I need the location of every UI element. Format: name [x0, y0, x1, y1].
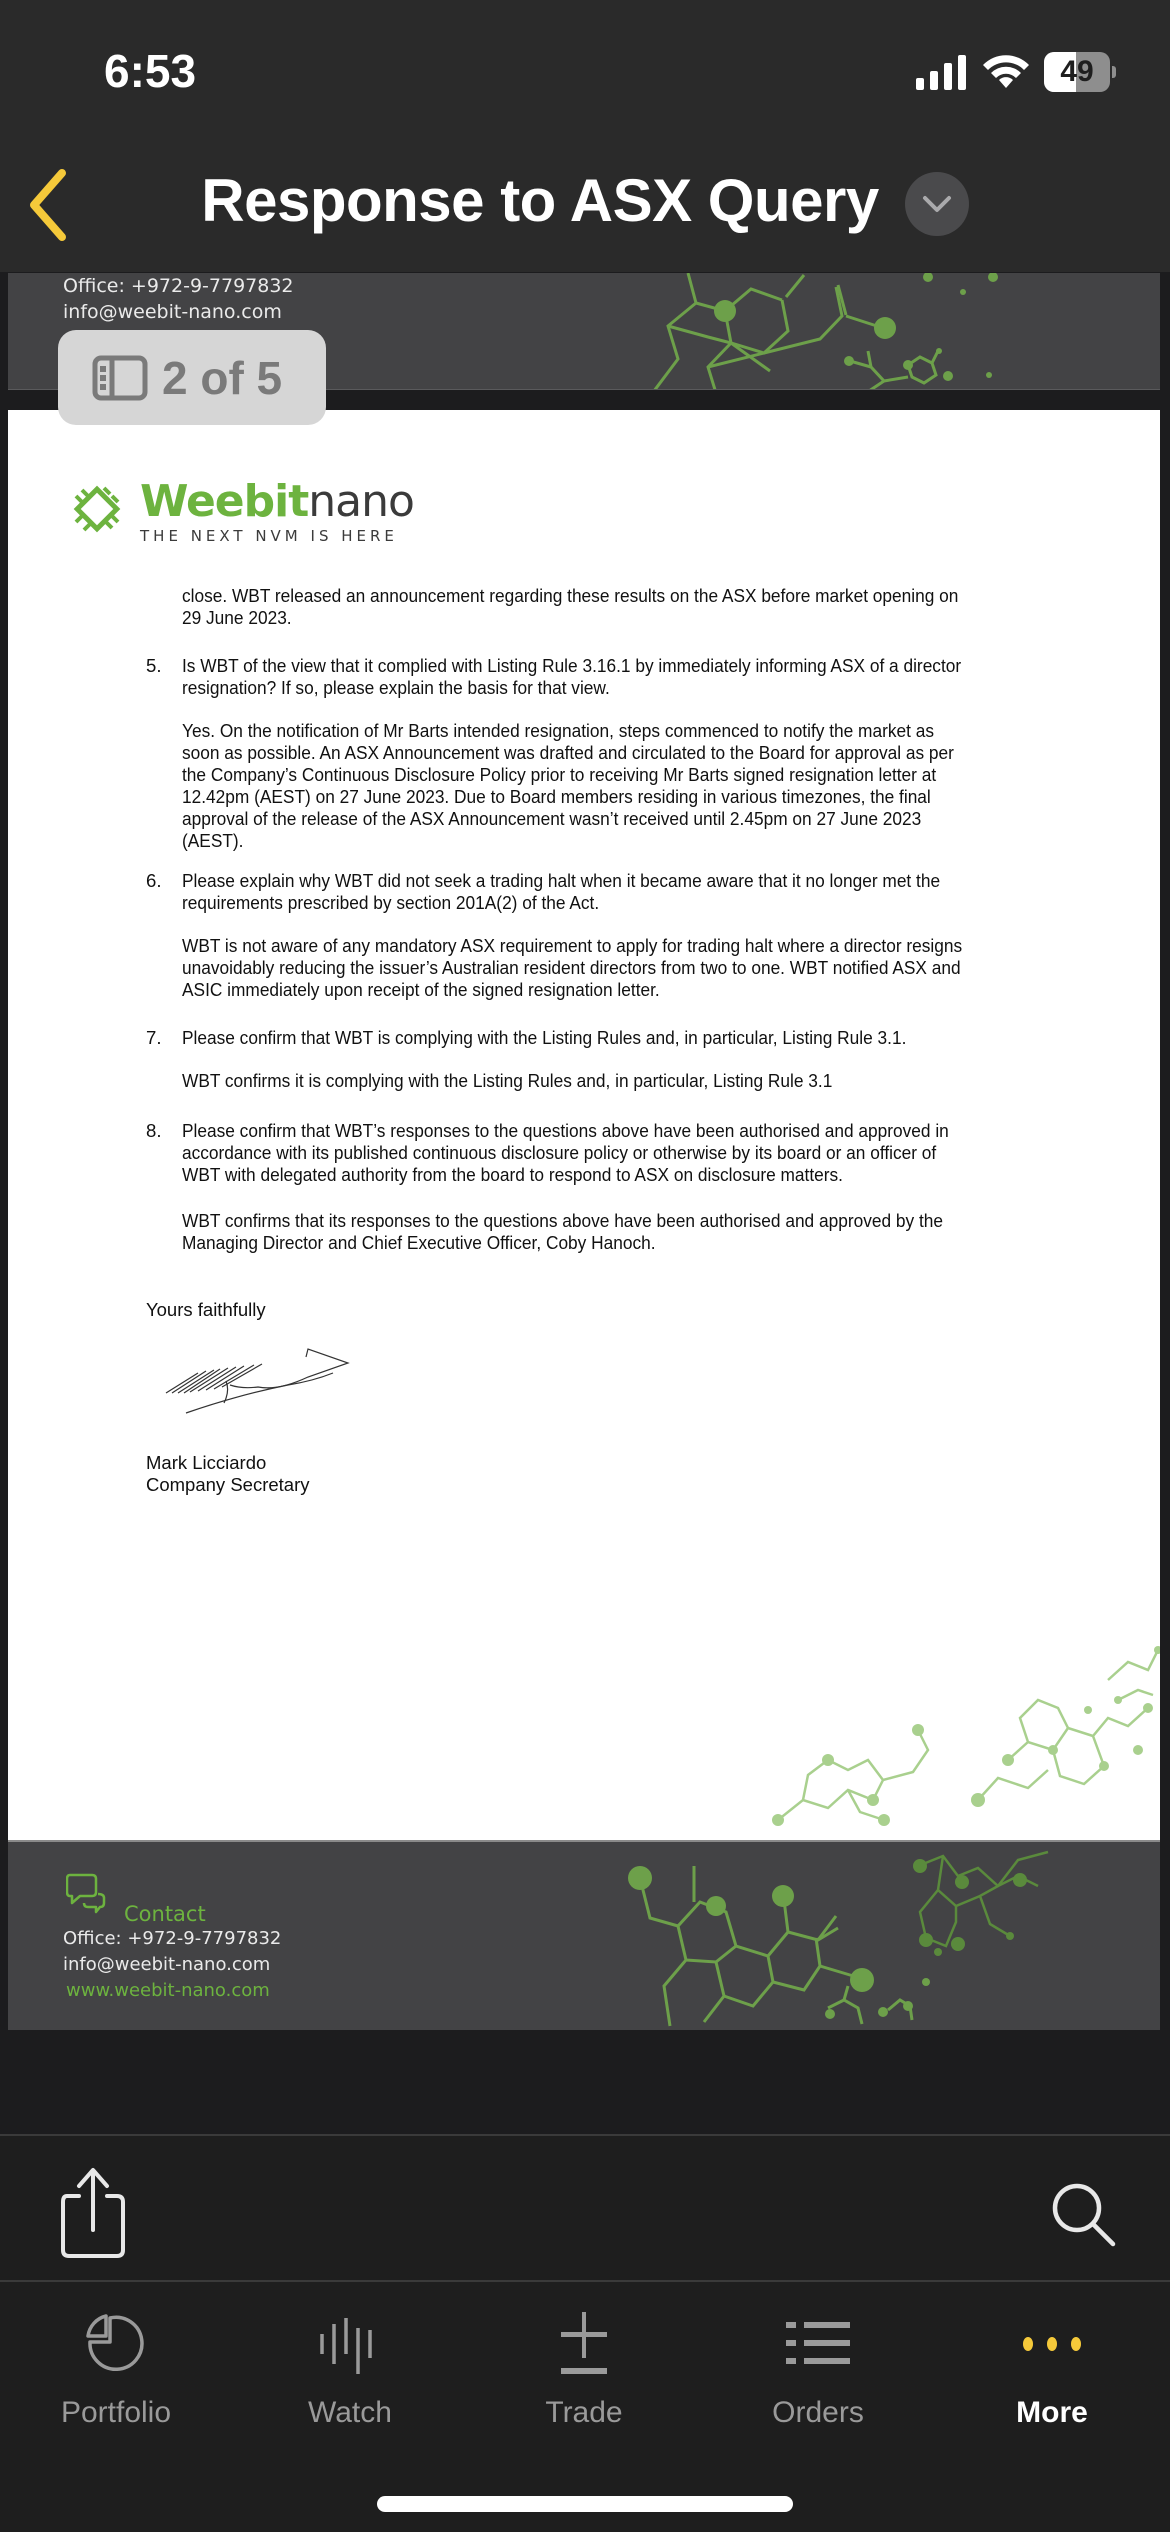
tab-trade[interactable]	[484, 2304, 684, 2434]
tab-label: More	[1016, 2396, 1088, 2429]
text-line: (AEST).	[182, 830, 244, 851]
text-line: close. WBT released an announcement regarding these results on the ASX before market opening on	[182, 585, 959, 606]
text-line: soon as possible. An ASX Announcement was drafted and circulated to the Board for approval as per	[182, 742, 954, 763]
battery-cap	[1112, 66, 1116, 78]
text-line: ASIC immediately upon receipt of the signed resignation letter.	[182, 979, 660, 1000]
list-number: 8.	[146, 1120, 162, 1141]
text-line: resignation? If so, please explain the basis for that view.	[182, 677, 610, 698]
tab-orders[interactable]	[718, 2304, 918, 2434]
molecule-graphic-top	[608, 273, 1028, 390]
contact-label: Contact	[124, 1902, 206, 1926]
text-line: requirements prescribed by section 201A(2) of the Act.	[182, 892, 600, 913]
signatory-title: Company Secretary	[146, 1474, 310, 1495]
previous-page-office: Office: +972-9-7797832	[63, 275, 294, 297]
pdf-page	[8, 410, 1160, 2030]
text-line: Yes. On the notification of Mr Barts intended resignation, steps commenced to notify the market as	[182, 720, 934, 741]
bottom-toolbar	[0, 2134, 1170, 2282]
tab-label: Portfolio	[60, 2396, 172, 2429]
cellular-signal-icon	[916, 54, 968, 90]
share-icon	[57, 2166, 129, 2262]
closing: Yours faithfully	[146, 1299, 266, 1320]
text-line: WBT with delegated authority from the board to respond to ASX on disclosure matters.	[182, 1164, 843, 1185]
logo-wordmark-dark: nano	[308, 476, 414, 527]
logo-tagline: THE NEXT NVM IS HERE	[140, 527, 398, 545]
text-line: Is WBT of the view that it complied with Listing Rule 3.16.1 by immediately informing ASX of a director	[182, 655, 962, 676]
pie-chart-icon	[86, 2312, 146, 2376]
footer-email[interactable]: info@weebit-nano.com	[63, 1954, 271, 1975]
text-line: WBT confirms it is complying with the Listing Rules and, in particular, Listing Rule 3.1	[182, 1070, 833, 1091]
signatory-name: Mark Licciardo	[146, 1452, 267, 1473]
company-logo	[68, 476, 414, 545]
title-menu-button[interactable]	[905, 172, 969, 236]
wifi-icon	[982, 54, 1030, 90]
tab-label: Trade	[545, 2396, 623, 2429]
text-line: the Company’s Continuous Disclosure Policy prior to receiving Mr Barts signed resignation letter at	[182, 764, 937, 785]
tab-watch[interactable]	[250, 2304, 450, 2434]
tab-portfolio[interactable]	[16, 2304, 216, 2434]
text-line: Please confirm that WBT is complying with the Listing Rules and, in particular, Listing Rule 3.1.	[182, 1027, 907, 1048]
text-line: WBT is not aware of any mandatory ASX requirement to apply for trading halt where a director resigns	[182, 935, 963, 956]
search-icon	[1047, 2178, 1119, 2250]
text-line: 12.42pm (AEST) on 27 June 2023. Due to Board members residing in various timezones, the final	[182, 786, 931, 807]
text-line: WBT confirms that its responses to the questions above have been authorised and approved by the	[182, 1210, 944, 1231]
top-bar	[0, 0, 1170, 272]
plus-minus-icon	[559, 2312, 609, 2376]
list-icon	[786, 2320, 850, 2368]
share-button[interactable]	[48, 2164, 138, 2264]
status-time: 6:53	[104, 45, 197, 97]
tab-bar	[0, 2284, 1170, 2532]
battery-percent: 49	[1060, 55, 1094, 88]
chat-bubbles-icon	[66, 1872, 110, 1914]
pdf-viewer[interactable]	[0, 272, 1170, 2134]
molecule-graphic-footer	[608, 1840, 1160, 2030]
logo-wordmark	[140, 476, 414, 527]
footer-office: Office: +972-9-7797832	[63, 1928, 282, 1949]
list-number: 7.	[146, 1027, 162, 1048]
footer-website[interactable]: www.weebit-nano.com	[66, 1980, 270, 2001]
molecule-graphic-light	[708, 1600, 1160, 1850]
text-line: 29 June 2023.	[182, 607, 292, 628]
search-button[interactable]	[1038, 2164, 1128, 2264]
document-title: Response to ASX Query	[201, 167, 879, 234]
status-icons	[916, 50, 1116, 94]
text-line: Please explain why WBT did not seek a trading halt when it became aware that it no longer met the	[182, 870, 941, 891]
chip-logo-icon	[68, 480, 126, 538]
waveform-icon	[318, 2312, 382, 2376]
text-line: Please confirm that WBT’s responses to the questions above have been authorised and approved in	[182, 1120, 949, 1141]
home-indicator[interactable]	[377, 2496, 793, 2512]
more-dots-icon	[1020, 2334, 1084, 2354]
battery-icon	[1044, 52, 1110, 92]
list-number: 5.	[146, 655, 162, 676]
text-line: approval of the release of the ASX Announcement wasn’t received until 2.45pm on 27 June 2023	[182, 808, 922, 829]
text-line: accordance with its published continuous disclosure policy or otherwise by its board or an officer of	[182, 1142, 937, 1163]
previous-page-email: info@weebit-nano.com	[63, 301, 282, 323]
logo-wordmark-green: Weebit	[140, 476, 309, 527]
text-line: unavoidably reducing the issuer’s Australian resident directors from two to one. WBT notified ASX and	[182, 957, 961, 978]
sidebar-icon	[92, 355, 148, 401]
list-number: 6.	[146, 870, 162, 891]
page-indicator[interactable]	[58, 330, 326, 425]
tab-more[interactable]	[952, 2304, 1152, 2434]
tab-label: Orders	[772, 2396, 864, 2429]
chevron-down-icon	[922, 194, 952, 214]
page-indicator-text: 2 of 5	[162, 351, 283, 404]
tab-label: Watch	[308, 2396, 392, 2429]
text-line: Managing Director and Chief Executive Officer, Coby Hanoch.	[182, 1232, 656, 1253]
page-footer	[8, 1840, 1160, 2030]
signature-image	[158, 1345, 358, 1425]
